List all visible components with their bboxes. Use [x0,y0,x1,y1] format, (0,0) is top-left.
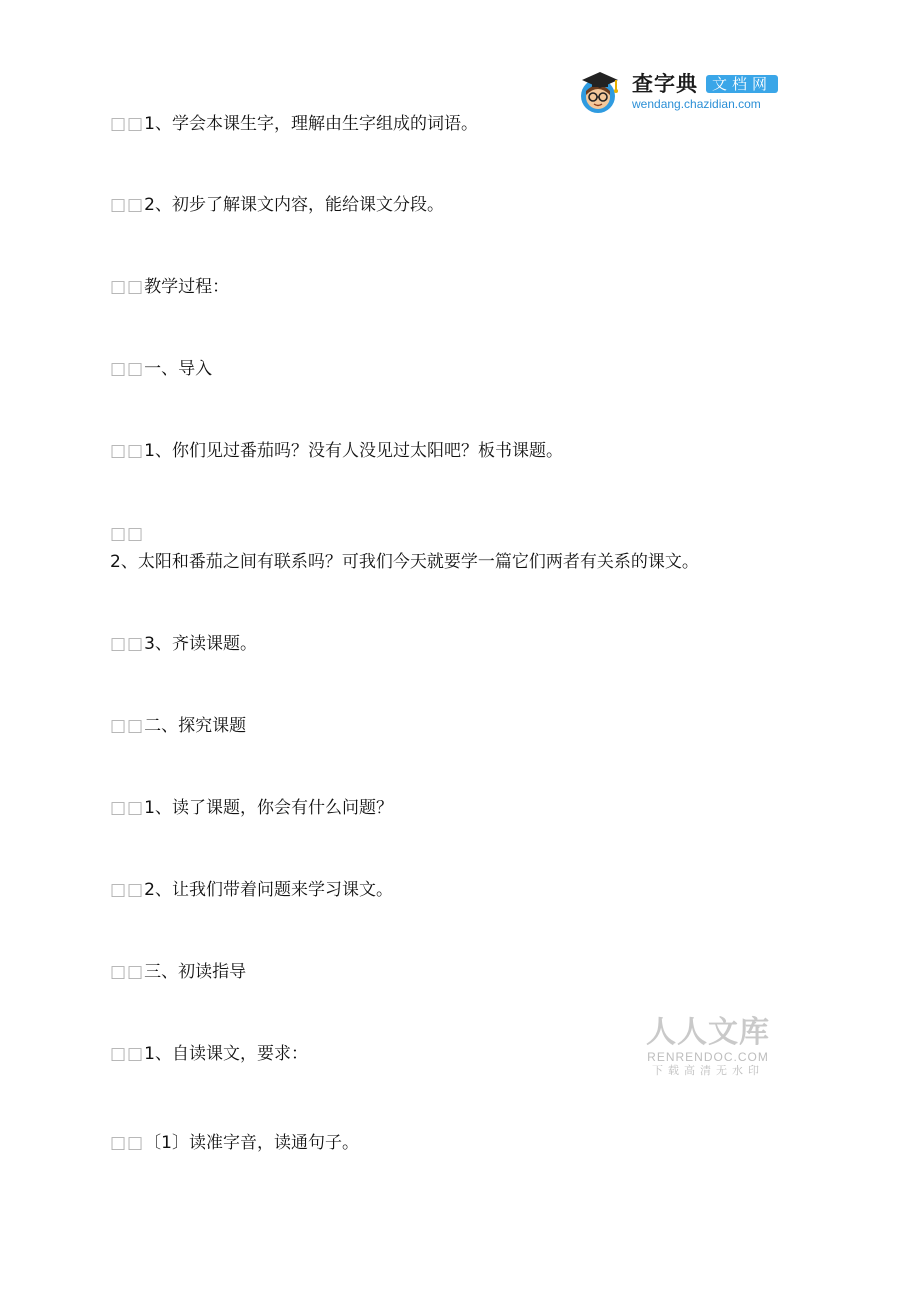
doc-line-text: 1、学会本课生字，理解由生字组成的词语。 [144,114,478,134]
doc-line [110,358,212,380]
doc-line [110,194,444,216]
indent-marker: □□ [110,1044,145,1064]
doc-line-text: 三、初读指导 [144,962,247,982]
doc-line-text: 1、读了课题，你会有什么问题？ [144,798,393,818]
doc-line-text: 2、太阳和番茄之间有联系吗？可我们今天就要学一篇它们两者有关系的课文。 [110,552,699,572]
doc-line-text: 2、初步了解课文内容，能给课文分段。 [144,195,444,215]
indent-marker: □□ [110,1133,145,1153]
indent-marker: □□ [110,716,145,736]
watermark [642,1016,774,1078]
site-logo [576,66,806,116]
indent-marker: □□ [110,195,145,215]
doc-line-text: 1、自读课文，要求： [144,1044,308,1064]
indent-marker: □□ [110,114,145,134]
watermark-title: 人人文库 [646,1015,770,1050]
doc-line-text: 1、你们见过番茄吗？没有人没见过太阳吧？板书课题。 [144,441,563,461]
watermark-subtitle: 下载高清无水印 [652,1064,764,1077]
indent-marker: □□ [110,277,145,297]
doc-line-text: 二、探究课题 [144,716,247,736]
doc-line [110,879,393,901]
doc-line [110,797,393,819]
indent-marker: □□ [110,962,145,982]
indent-marker: □□ [110,634,145,654]
logo-name: 查字典 [632,72,698,96]
doc-line [110,1132,359,1154]
indent-marker: □□ [110,441,145,461]
mascot-with-graduation-cap-icon [576,68,624,114]
watermark-url: RENRENDOC.COM [647,1050,769,1064]
doc-line [110,715,246,737]
doc-line [110,961,246,983]
doc-line [110,551,699,573]
doc-line [110,1043,308,1065]
doc-line [110,633,257,655]
indent-marker: □□ [110,798,145,818]
doc-line [110,440,563,462]
logo-url: wendang.chazidian.com [632,97,761,111]
doc-line-text: 3、齐读课题。 [144,634,257,654]
indent-marker: □□ [110,524,145,544]
doc-line-text: 一、导入 [144,359,213,379]
doc-line [110,113,478,135]
doc-line-text: 教学过程： [144,277,230,297]
doc-line [110,276,229,298]
doc-line-text: 2、让我们带着问题来学习课文。 [144,880,393,900]
indent-marker: □□ [110,359,145,379]
doc-line-text: 〔1〕读准字音，读通句子。 [144,1133,359,1153]
indent-marker: □□ [110,880,145,900]
logo-tag: 文档网 [706,75,778,93]
